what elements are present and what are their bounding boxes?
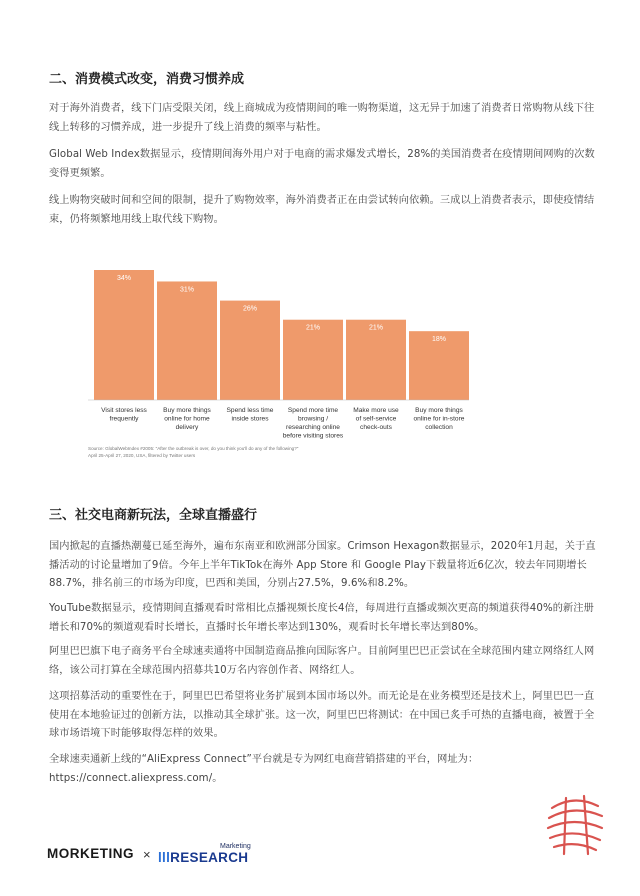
morketing-logo: MORKETING xyxy=(47,846,134,861)
category-label-4-line-3: researching online xyxy=(286,424,340,431)
category-label-6-line-3: collection xyxy=(425,424,453,431)
data-label-6: 18% xyxy=(431,336,447,344)
section-1-heading: 二、消费模式改变，消费习惯养成 xyxy=(49,72,245,87)
bar-1 xyxy=(94,270,154,400)
partner-logo-small-text: Marketing xyxy=(220,843,251,850)
partner-logo-text xyxy=(158,850,248,865)
bar-chart xyxy=(88,258,548,468)
section-2-paragraph-4: 这项招募活动的重要性在于，阿里巴巴希望将业务扩展到本国市场以外。而无论是在业务模型还是技术上，阿里巴巴一直使用在本地验证过的创新方法，以推动其全球扩张。这一次，阿里巴巴将测试：在中国已炙手可热的直播电商，被置于全球市场语境下时能够取得怎样的效果。 xyxy=(49,691,595,739)
chart-source-line-2: April 25-April 27, 2020, USA, filtered by Twitter users xyxy=(88,453,196,458)
partner-logo-bars: lll xyxy=(158,850,171,865)
section-2-heading: 三、社交电商新玩法，全球直播盛行 xyxy=(49,508,258,523)
section-1-paragraph-3: 线上购物突破时间和空间的限制，提升了购物效率，海外消费者正在由尝试转向依赖。三成以上消费者表示，即使疫情结束，仍将频繁地用线上取代线下购物。 xyxy=(49,195,595,225)
category-label-2-line-2: online for home xyxy=(164,415,210,423)
partner-logo-word: RESEARCH xyxy=(170,850,249,865)
category-label-4-line-1: Spend more time xyxy=(287,407,339,414)
category-label-5-line-2: of self-service xyxy=(355,415,397,423)
footer-separator: × xyxy=(143,847,151,862)
section-2-paragraph-3: 阿里巴巴旗下电子商务平台全球速卖通将中国制造商品推向国际客户。目前阿里巴巴正尝试在全球范围内建立网络红人网络，该公司打算在全球范围内招募共10万名内容创作者、网络红人。 xyxy=(49,646,595,676)
category-label-5-line-1: Make more use xyxy=(353,407,399,414)
category-label-2-line-3: delivery xyxy=(175,424,199,431)
category-label-2-line-1: Buy more things xyxy=(163,407,211,414)
section-2-paragraph-5: 全球速卖通新上线的“AliExpress Connect”平台就是专为网红电商营销搭建的平台，网址为：https://connect.aliexpress.com/。 xyxy=(49,754,479,784)
data-label-3: 26% xyxy=(242,305,258,313)
data-label-2: 31% xyxy=(179,286,195,294)
chart-source-line-1: Source: GlobalWebIndex #2005: "After the outbreak is over, do you think you'll do any of the following?" xyxy=(88,446,299,451)
section-2-paragraph-2: YouTube数据显示，疫情期间直播观看时常相比点播视频长度长4倍，每周进行直播或频次更高的频道获得40%的新注册增长和70%的频道观看时长增长，直播时长年增长率达到130%，观看时长年增长率达到80%。 xyxy=(49,603,594,633)
category-label-6-line-1: Buy more things xyxy=(415,407,463,414)
decorative-corner-mark xyxy=(544,790,606,860)
category-label-3-line-1: Spend less time xyxy=(226,407,274,414)
data-label-1: 34% xyxy=(116,275,132,282)
section-1-paragraph-1: 对于海外消费者，线下门店受限关闭，线上商城成为疫情期间的唯一购物渠道，这无异于加速了消费者日常购物从线下往线上转移的习惯养成，进一步提升了线上消费的频率与粘性。 xyxy=(49,103,595,133)
category-label-3-line-2: inside stores xyxy=(231,415,269,423)
category-label-1-line-2: frequently xyxy=(109,415,139,423)
category-label-1-line-1: Visit stores less xyxy=(101,407,147,414)
category-label-6-line-2: online for in-store xyxy=(413,415,465,423)
data-label-5: 21% xyxy=(368,324,384,332)
bar-2 xyxy=(157,281,217,400)
data-label-4: 21% xyxy=(305,324,321,332)
bar-4 xyxy=(283,320,343,400)
category-label-4-line-2: browsing / xyxy=(297,415,329,423)
section-2-paragraph-1: 国内掀起的直播热潮蔓已延至海外，遍布东南亚和欧洲部分国家。Crimson Hexagon数据显示，2020年1月起，关于直播活动的讨论量增加了9倍。今年上半年TikTok在海外 App Store 和 Google Play下载量将近6亿次，较去年同期增长88.7%，排名前三的市场为印度，巴西和美国，分别占27.5%，9.6%和8.2%。 xyxy=(49,541,596,589)
bar-3 xyxy=(220,301,280,400)
category-label-4-line-4: before visiting stores xyxy=(282,432,344,440)
section-1-paragraph-2: Global Web Index数据显示，疫情期间海外用户对于电商的需求爆发式增长，28%的美国消费者在疫情期间网购的次数变得更频繁。 xyxy=(49,149,595,179)
bar-5 xyxy=(346,320,406,400)
category-label-5-line-3: check-outs xyxy=(360,424,392,431)
